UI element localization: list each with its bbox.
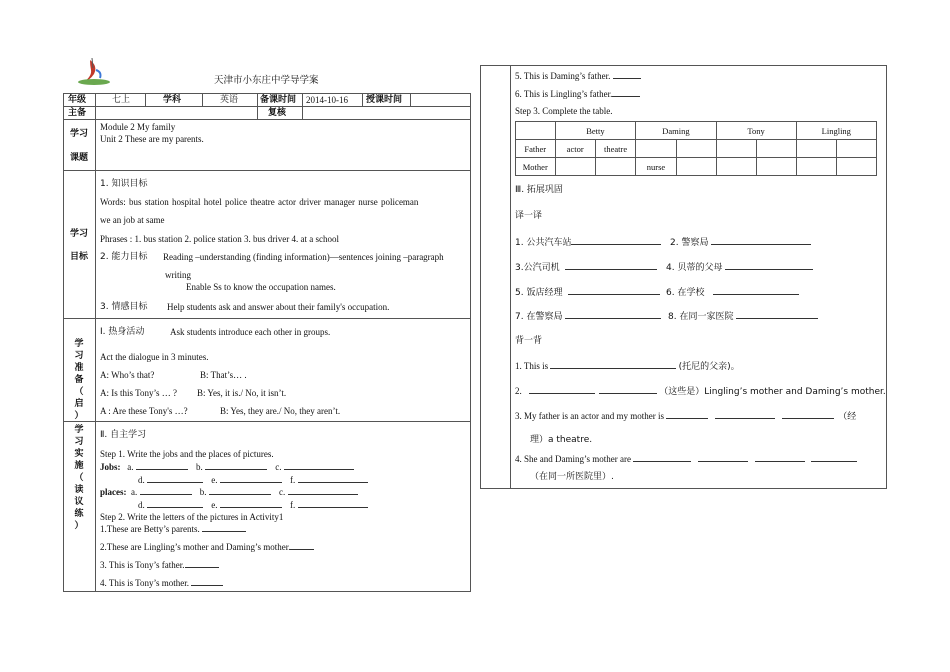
warmup-title-text: Ask students introduce each other in groups. (170, 327, 331, 337)
translate-3-blank[interactable] (565, 260, 657, 270)
job-d-blank[interactable] (147, 473, 203, 483)
place-b-blank[interactable] (209, 485, 271, 495)
recite-item-3: 3. My father is an actor and my mother is （经 (515, 411, 857, 422)
table-cell: Mother (516, 158, 556, 176)
place-d-blank[interactable] (147, 498, 203, 508)
place-f-blank[interactable] (298, 498, 368, 508)
table-cell[interactable] (716, 158, 756, 176)
dialogue-3a: A : Are these Tony's …? (100, 406, 188, 416)
subject-label: 学科 (163, 95, 182, 105)
table-cell[interactable] (836, 158, 876, 176)
translate-item-4: 4. 贝蒂的父母 (666, 260, 813, 274)
recite-3-blank-b[interactable] (715, 409, 775, 419)
table-cell[interactable] (555, 158, 595, 176)
review-label: 复核 (268, 108, 287, 118)
step-3-title: Step 3. Complete the table. (515, 106, 613, 116)
recite-4-blank-d[interactable] (811, 452, 857, 462)
preparer-label: 主备 (68, 108, 87, 118)
subject-value: 英语 (220, 95, 239, 105)
table-cell[interactable] (676, 140, 716, 158)
teach-time-label: 授课时间 (366, 95, 403, 105)
translate-item-3: 3.公汽司机 (515, 260, 657, 274)
table-cell[interactable]: theatre (595, 140, 635, 158)
table-cell[interactable] (595, 158, 635, 176)
recite-1-blank[interactable] (550, 359, 676, 369)
answer-2-blank[interactable] (290, 540, 314, 550)
table-header-row (516, 122, 877, 140)
topic-label-2: 课题 (70, 153, 89, 163)
table-cell[interactable]: nurse (636, 158, 676, 176)
recite-title: 背一背 (515, 336, 543, 346)
goal-words-1: Words: bus station hospital hotel police theatre actor driver manager nurse policeman (100, 197, 419, 207)
topic-unit: Unit 2 These are my parents. (100, 134, 204, 144)
recite-3-blank-a[interactable] (666, 409, 708, 419)
translate-8-blank[interactable] (736, 309, 818, 319)
recite-2-blank-b[interactable] (599, 384, 657, 394)
translate-5-blank[interactable] (568, 285, 660, 295)
warmup-label: 学 习 准 备 （ 启 ） (74, 339, 84, 421)
topic-module: Module 2 My family (100, 122, 176, 132)
place-c-blank[interactable] (288, 485, 358, 495)
answer-3-blank[interactable] (185, 558, 219, 568)
step-2-item-6: 6. This is Lingling’s father. (515, 87, 640, 100)
goals-label-2: 目标 (70, 252, 89, 262)
recite-4-blank-b[interactable] (698, 452, 748, 462)
table-row (516, 140, 877, 158)
warmup-title: Ⅰ. 热身活动 (100, 327, 145, 337)
extend-title: Ⅲ. 拓展巩固 (515, 185, 563, 195)
table-header-cell: Lingling (796, 122, 876, 140)
step-2-item-4: 4. This is Tony’s mother. (100, 576, 223, 589)
table-header-cell (516, 122, 556, 140)
translate-2-blank[interactable] (711, 235, 811, 245)
practice-title: Ⅱ. 自主学习 (100, 430, 147, 440)
places-row-2: d. e. f. (138, 498, 368, 511)
translate-item-2: 2. 警察局 (670, 235, 811, 249)
goal-1-title: 1. 知识目标 (100, 179, 148, 189)
recite-4-blank-c[interactable] (755, 452, 805, 462)
prep-time-label: 备课时间 (260, 95, 297, 105)
recite-item-1: 1. This is (托尼的父亲)。 (515, 361, 740, 372)
table-cell: Father (516, 140, 556, 158)
table-cell[interactable]: actor (555, 140, 595, 158)
jobs-row-2: d. e. f. (138, 473, 368, 486)
table-cell[interactable] (636, 140, 676, 158)
step-2-item-3: 3. This is Tony’s father. (100, 558, 219, 571)
goal-phrases: Phrases : 1. bus station 2. police station 3. bus driver 4. at a school (100, 234, 339, 244)
table-cell[interactable] (676, 158, 716, 176)
table-header-cell: Daming (636, 122, 716, 140)
table-header-cell: Betty (555, 122, 636, 140)
translate-item-1: 1. 公共汽车站 (515, 235, 661, 249)
goal-3-title: 3. 情感目标 (100, 302, 148, 312)
translate-6-blank[interactable] (713, 285, 799, 295)
job-e-blank[interactable] (220, 473, 282, 483)
dialogue-1b: B: That’s… . (200, 370, 247, 380)
goal-2-text: Reading –understanding (finding information)—sentences joining –paragraph (163, 252, 444, 262)
goal-2-title: 2. 能力目标 (100, 252, 148, 262)
places-row-1: places: a. b. c. (100, 485, 358, 498)
job-f-blank[interactable] (298, 473, 368, 483)
step-2-instruction: Step 2. Write the letters of the pictures in Activity1 (100, 512, 284, 522)
step-2-item-2: 2.These are Lingling’s mother and Daming’s mother. (100, 540, 314, 553)
goal-words-2: we an job at same (100, 215, 165, 225)
table-cell[interactable] (716, 140, 756, 158)
answer-5-blank[interactable] (613, 69, 641, 79)
dialogue-2a: A: Is this Tony’s … ? (100, 388, 177, 398)
table-row (516, 158, 877, 176)
job-a-blank[interactable] (136, 460, 188, 470)
recite-item-3-cont: 理）a theatre. (530, 435, 593, 445)
table-cell[interactable] (836, 140, 876, 158)
table-cell[interactable] (756, 158, 796, 176)
place-a-blank[interactable] (140, 485, 192, 495)
place-e-blank[interactable] (220, 498, 282, 508)
translate-1-blank[interactable] (571, 235, 661, 245)
goals-label-1: 学习 (70, 229, 89, 239)
table-cell[interactable] (756, 140, 796, 158)
goal-3-text: Help students ask and answer about their family's occupation. (167, 302, 390, 312)
table-cell[interactable] (796, 140, 836, 158)
practice-label: 学 习 实 施 （ 读 议 练 ） (74, 425, 84, 531)
recite-item-2: 2. （这些是）Lingling’s mother and Daming’s mother. (515, 386, 886, 397)
translate-title: 译一译 (515, 211, 543, 221)
recite-3-blank-c[interactable] (782, 409, 834, 419)
translate-7-blank[interactable] (565, 309, 661, 319)
warmup-instruction: Act the dialogue in 3 minutes. (100, 352, 209, 362)
dialogue-2b: B: Yes, it is./ No, it isn’t. (197, 388, 287, 398)
translate-4-blank[interactable] (725, 260, 813, 270)
jobs-row-1: Jobs: a. b. c. (100, 460, 354, 473)
dialogue-3b: B: Yes, they are./ No, they aren’t. (220, 406, 341, 416)
translate-item-7: 7. 在警察局 (515, 309, 661, 323)
recite-4-blank-a[interactable] (633, 452, 691, 462)
topic-label-1: 学习 (70, 129, 89, 139)
prep-time-value: 2014-10-16 (306, 95, 348, 105)
translate-item-6: 6. 在学校 (666, 285, 799, 299)
translate-item-5: 5. 饭店经理 (515, 285, 660, 299)
job-b-blank[interactable] (205, 460, 267, 470)
step-1-instruction: Step 1. Write the jobs and the places of pictures. (100, 449, 274, 459)
recite-item-4-cont: （在同一所医院里）. (530, 472, 614, 482)
answer-1-blank[interactable] (202, 522, 246, 532)
recite-2-blank-a[interactable] (529, 384, 595, 394)
dialogue-1a: A: Who’s that? (100, 370, 155, 380)
page-title: 天津市小东庄中学导学案 (214, 75, 319, 86)
step-2-item-5: 5. This is Daming’s father. (515, 69, 641, 82)
goal-2-text-2: writing (165, 270, 191, 280)
school-logo (76, 56, 112, 86)
answer-6-blank[interactable] (612, 87, 640, 97)
translate-item-8: 8. 在同一家医院 (668, 309, 818, 323)
table-header-cell: Tony (716, 122, 796, 140)
goal-2-text-3: Enable Ss to know the occupation names. (186, 282, 336, 292)
table-cell[interactable] (796, 158, 836, 176)
grade-label: 年级 (68, 95, 87, 105)
grade-value: 七上 (112, 95, 131, 105)
step-2-item-1: 1.These are Betty’s parents. (100, 522, 246, 535)
recite-item-4: 4. She and Daming’s mother are (515, 452, 857, 465)
family-jobs-table (515, 121, 877, 176)
job-c-blank[interactable] (284, 460, 354, 470)
answer-4-blank[interactable] (191, 576, 223, 586)
